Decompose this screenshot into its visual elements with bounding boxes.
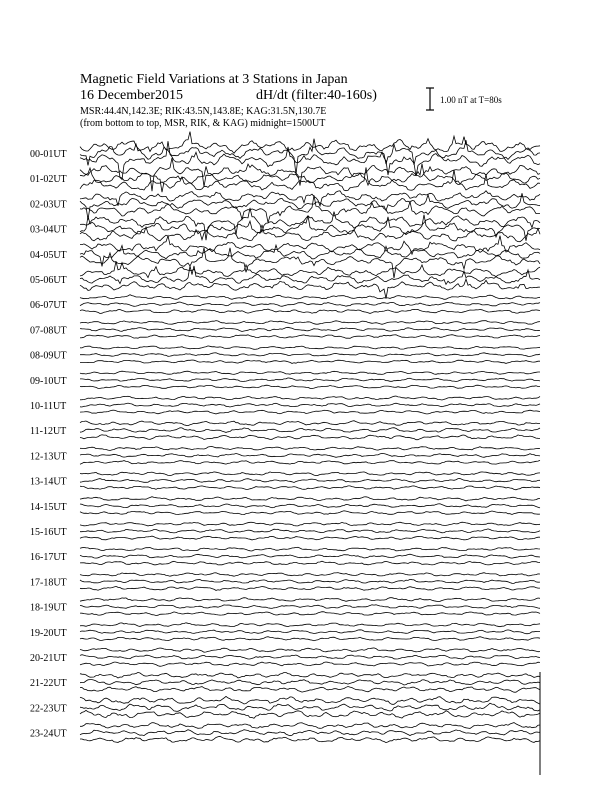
hour-label: 15-16UT [30, 527, 67, 538]
trace-msr [80, 385, 540, 388]
trace-msr [80, 710, 540, 718]
hour-label: 20-21UT [30, 653, 67, 664]
trace-rik [80, 554, 540, 558]
trace-msr [80, 486, 540, 490]
trace-kag [80, 321, 540, 325]
trace-kag [80, 295, 540, 300]
hour-label: 08-09UT [30, 350, 67, 362]
hour-label: 03-04UT [30, 224, 67, 236]
hour-label: 23-24UT [30, 728, 67, 740]
station-order-note: (from bottom to top, MSR, RIK, & KAG) midnight=1500UT [80, 118, 326, 129]
chart-title: Magnetic Field Variations at 3 Stations in Japan [80, 72, 348, 87]
trace-rik [80, 327, 540, 331]
hour-label: 09-10UT [30, 375, 67, 387]
trace-msr [80, 736, 540, 742]
trace-rik [80, 680, 540, 685]
trace-msr [80, 248, 540, 278]
hour-label: 00-01UT [30, 149, 67, 160]
trace-rik [80, 529, 540, 533]
trace-rik [80, 453, 540, 457]
trace-rik [80, 605, 540, 609]
trace-kag [80, 723, 540, 729]
trace-rik [80, 353, 540, 357]
trace-kag [80, 696, 540, 704]
trace-msr [80, 637, 540, 641]
trace-msr [80, 561, 540, 565]
trace-kag [80, 573, 540, 577]
trace-kag [80, 623, 540, 627]
hour-label: 04-05UT [30, 249, 67, 261]
trace-kag [80, 261, 540, 277]
hour-label: 13-14UT [30, 476, 67, 488]
trace-kag [80, 371, 540, 374]
trace-kag [80, 598, 540, 602]
trace-msr [80, 612, 540, 616]
trace-msr [80, 410, 540, 414]
trace-rik [80, 630, 540, 634]
trace-kag [80, 396, 540, 400]
hour-label: 02-03UT [30, 199, 67, 211]
trace-kag [80, 472, 540, 476]
trace-rik [80, 730, 540, 736]
trace-rik [80, 428, 540, 433]
trace-rik [80, 302, 540, 306]
trace-rik [80, 703, 540, 711]
trace-kag [80, 132, 540, 154]
hour-label: 16-17UT [30, 552, 67, 564]
trace-msr [80, 511, 540, 515]
trace-msr [80, 435, 540, 440]
hour-label: 17-18UT [30, 577, 67, 589]
trace-kag [80, 497, 540, 501]
trace-rik [80, 215, 540, 241]
hour-label: 21-22UT [30, 678, 67, 690]
trace-kag [80, 447, 540, 451]
trace-kag [80, 346, 540, 349]
trace-kag [80, 648, 540, 652]
hour-label: 22-23UT [30, 703, 67, 715]
scale-label: 1.00 nT at T=80s [440, 95, 502, 105]
trace-kag [80, 522, 540, 526]
trace-rik [80, 504, 540, 508]
trace-rik [80, 579, 540, 583]
hour-label: 07-08UT [30, 325, 67, 337]
trace-msr [80, 335, 540, 339]
hour-label: 11-12UT [30, 426, 67, 438]
hour-label: 01-02UT [30, 174, 67, 186]
trace-msr [80, 586, 540, 590]
trace-msr [80, 662, 540, 666]
trace-kag [80, 672, 540, 678]
trace-rik [80, 193, 540, 219]
chart-date: 16 December2015 [80, 88, 184, 103]
hour-label: 14-15UT [30, 501, 67, 513]
trace-msr [80, 309, 540, 313]
trace-msr [80, 195, 540, 222]
trace-msr [80, 687, 540, 693]
hour-label: 12-13UT [30, 451, 67, 463]
trace-msr [80, 279, 540, 298]
chart-mode: dH/dt (filter:40-160s) [256, 88, 377, 103]
trace-rik [80, 479, 540, 483]
trace-rik [80, 655, 540, 659]
trace-kag [80, 547, 540, 551]
trace-msr [80, 460, 540, 464]
hour-label: 10-11UT [30, 401, 67, 412]
station-coordinates: MSR:44.4N,142.3E; RIK:43.5N,143.8E; KAG:31.5N,130.7E [80, 106, 327, 117]
trace-msr [80, 360, 540, 363]
trace-rows [30, 132, 540, 775]
trace-rik [80, 378, 540, 382]
trace-rik [80, 403, 540, 407]
hour-label: 18-19UT [30, 602, 67, 614]
hour-label: 19-20UT [30, 627, 67, 639]
trace-msr [80, 536, 540, 540]
hour-label: 05-06UT [30, 275, 67, 286]
hour-label: 06-07UT [30, 300, 67, 312]
trace-kag [80, 421, 540, 426]
